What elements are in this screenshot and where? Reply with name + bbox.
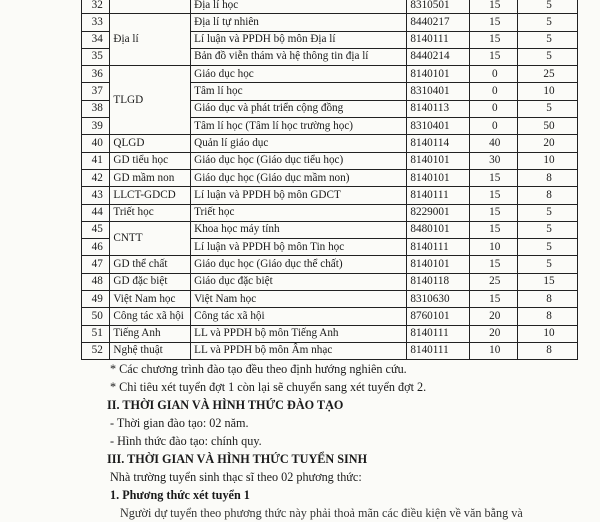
row-number: 44 xyxy=(82,204,110,221)
program-name: Giáo dục và phát triển cộng đồng xyxy=(191,100,407,117)
row-number: 41 xyxy=(82,152,110,169)
quota-2: 20 xyxy=(517,135,577,152)
quota-2: 8 xyxy=(517,342,577,359)
admission-intro: Nhà trường tuyển sinh thạc sĩ theo 02 phương thức: xyxy=(110,470,362,484)
program-code: 8140101 xyxy=(407,256,469,273)
section-3-heading: III. THỜI GIAN VÀ HÌNH THỨC TUYỂN SINH xyxy=(107,452,368,466)
program-name: Bản đồ viễn thám và hệ thông tin địa lí xyxy=(191,48,407,65)
row-number: 39 xyxy=(82,118,110,135)
quota-2: 5 xyxy=(517,31,577,48)
row-number: 49 xyxy=(82,291,110,308)
table-row xyxy=(82,325,578,342)
row-number: 43 xyxy=(82,187,110,204)
quota-1: 10 xyxy=(469,239,517,256)
row-number: 40 xyxy=(82,135,110,152)
program-code: 8140111 xyxy=(407,187,469,204)
table-row xyxy=(82,187,578,204)
program-code: 8229001 xyxy=(407,204,469,221)
quota-1: 10 xyxy=(469,342,517,359)
notes-section xyxy=(107,360,590,522)
program-code: 8140111 xyxy=(407,239,469,256)
program-name: Giáo dục học (Giáo dục thể chất) xyxy=(191,256,407,273)
row-number: 33 xyxy=(82,14,110,31)
table-row xyxy=(82,0,578,14)
table-row xyxy=(82,308,578,325)
row-number: 36 xyxy=(82,66,110,83)
group-cell: TLGD xyxy=(110,66,191,135)
program-code: 8440217 xyxy=(407,14,469,31)
program-name: Việt Nam học xyxy=(191,291,407,308)
row-number: 52 xyxy=(82,342,110,359)
program-code: 8310401 xyxy=(407,83,469,100)
program-name: Giáo dục đặc biệt xyxy=(191,273,407,290)
quota-2: 5 xyxy=(517,256,577,273)
program-code: 8140113 xyxy=(407,100,469,117)
quota-1: 20 xyxy=(469,325,517,342)
table-row xyxy=(82,204,578,221)
group-cell: CNTT xyxy=(110,221,191,256)
program-name: LL và PPDH bộ môn Âm nhạc xyxy=(191,342,407,359)
group-cell: Địa lí xyxy=(110,14,191,66)
quota-2: 5 xyxy=(517,221,577,238)
group-cell: Công tác xã hội xyxy=(110,308,191,325)
program-name: Giáo dục học (Giáo dục tiểu học) xyxy=(191,152,407,169)
table-row xyxy=(82,66,578,83)
row-number: 47 xyxy=(82,256,110,273)
program-name: Triết học xyxy=(191,204,407,221)
quota-1: 0 xyxy=(469,66,517,83)
quota-2: 25 xyxy=(517,66,577,83)
group-cell: Triết học xyxy=(110,204,191,221)
table-row xyxy=(82,342,578,359)
program-name: Giáo dục học (Giáo dục mầm non) xyxy=(191,169,407,186)
program-code: 8140101 xyxy=(407,66,469,83)
section-2-heading: II. THỜI GIAN VÀ HÌNH THỨC ĐÀO TẠO xyxy=(107,398,344,412)
quota-2: 8 xyxy=(517,187,577,204)
table-row xyxy=(82,221,578,238)
quota-1: 15 xyxy=(469,204,517,221)
note-research-orientation: * Các chương trình đào tạo đều theo định hướng nghiên cứu. xyxy=(110,362,407,376)
quota-1: 15 xyxy=(469,169,517,186)
quota-1: 15 xyxy=(469,187,517,204)
quota-1: 0 xyxy=(469,83,517,100)
quota-2: 8 xyxy=(517,308,577,325)
program-name: Giáo dục học xyxy=(191,66,407,83)
group-cell: Tiếng Anh xyxy=(110,325,191,342)
group-cell: GD mầm non xyxy=(110,169,191,186)
program-name: Lí luận và PPDH bộ môn Tin học xyxy=(191,239,407,256)
program-code: 8480101 xyxy=(407,221,469,238)
program-name: Địa lí học xyxy=(191,0,407,14)
table-row xyxy=(82,291,578,308)
row-number: 35 xyxy=(82,48,110,65)
quota-2: 5 xyxy=(517,239,577,256)
quota-1: 0 xyxy=(469,118,517,135)
quota-2: 5 xyxy=(517,100,577,117)
quota-2: 5 xyxy=(517,0,577,14)
quota-2: 5 xyxy=(517,204,577,221)
table-row xyxy=(82,135,578,152)
program-code: 8140111 xyxy=(407,31,469,48)
program-code: 8140101 xyxy=(407,169,469,186)
quota-2: 8 xyxy=(517,169,577,186)
quota-2: 50 xyxy=(517,118,577,135)
row-number: 38 xyxy=(82,100,110,117)
row-number: 42 xyxy=(82,169,110,186)
quota-2: 10 xyxy=(517,152,577,169)
quota-1: 15 xyxy=(469,221,517,238)
quota-2: 15 xyxy=(517,273,577,290)
quota-1: 15 xyxy=(469,0,517,14)
note-quota-transfer: * Chỉ tiêu xét tuyển đợt 1 còn lại sẽ chuyển sang xét tuyển đợt 2. xyxy=(110,380,427,394)
quota-2: 5 xyxy=(517,48,577,65)
program-code: 8310630 xyxy=(407,291,469,308)
quota-1: 0 xyxy=(469,100,517,117)
row-number: 51 xyxy=(82,325,110,342)
table-row xyxy=(82,152,578,169)
quota-2: 5 xyxy=(517,14,577,31)
quota-1: 15 xyxy=(469,14,517,31)
program-code: 8760101 xyxy=(407,308,469,325)
table-row xyxy=(82,14,578,31)
program-code: 8310401 xyxy=(407,118,469,135)
table-row xyxy=(82,169,578,186)
quota-2: 10 xyxy=(517,83,577,100)
training-duration: - Thời gian đào tạo: 02 năm. xyxy=(110,416,249,430)
quota-1: 30 xyxy=(469,152,517,169)
quota-1: 20 xyxy=(469,308,517,325)
row-number: 50 xyxy=(82,308,110,325)
group-cell: QLGD xyxy=(110,135,191,152)
group-cell: GD thể chất xyxy=(110,256,191,273)
quota-1: 15 xyxy=(469,256,517,273)
program-code: 8140114 xyxy=(407,135,469,152)
program-name: Lí luận và PPDH bộ môn Địa lí xyxy=(191,31,407,48)
program-name: Lí luận và PPDH bộ môn GDCT xyxy=(191,187,407,204)
program-code: 8140111 xyxy=(407,325,469,342)
method-1-text: Người dự tuyển theo phương thức này phải thoả mãn các điều kiện về văn bằng và xyxy=(120,506,523,520)
row-number: 45 xyxy=(82,221,110,238)
quota-1: 15 xyxy=(469,48,517,65)
group-cell: GD đặc biệt xyxy=(110,273,191,290)
program-code: 8310501 xyxy=(407,0,469,14)
program-code: 8440214 xyxy=(407,48,469,65)
row-number: 32 xyxy=(82,0,110,14)
programs-table xyxy=(81,0,578,360)
row-number: 46 xyxy=(82,239,110,256)
program-name: LL và PPDH bộ môn Tiếng Anh xyxy=(191,325,407,342)
program-code: 8140111 xyxy=(407,342,469,359)
row-number: 37 xyxy=(82,83,110,100)
program-name: Tâm lí học xyxy=(191,83,407,100)
group-cell: Việt Nam học xyxy=(110,291,191,308)
quota-1: 15 xyxy=(469,291,517,308)
row-number: 48 xyxy=(82,273,110,290)
row-number: 34 xyxy=(82,31,110,48)
group-cell: Nghệ thuật xyxy=(110,342,191,359)
program-name: Công tác xã hội xyxy=(191,308,407,325)
program-code: 8140101 xyxy=(407,152,469,169)
quota-2: 8 xyxy=(517,291,577,308)
group-cell: LLCT-GDCD xyxy=(110,187,191,204)
program-name: Quản lí giáo dục xyxy=(191,135,407,152)
group-cell xyxy=(110,0,191,14)
group-cell: GD tiểu học xyxy=(110,152,191,169)
program-name: Tâm lí học (Tâm lí học trường học) xyxy=(191,118,407,135)
training-mode: - Hình thức đào tạo: chính quy. xyxy=(110,434,262,448)
quota-2: 10 xyxy=(517,325,577,342)
quota-1: 40 xyxy=(469,135,517,152)
table-row xyxy=(82,273,578,290)
quota-1: 25 xyxy=(469,273,517,290)
quota-1: 15 xyxy=(469,31,517,48)
table-row xyxy=(82,256,578,273)
program-name: Khoa học máy tính xyxy=(191,221,407,238)
program-code: 8140118 xyxy=(407,273,469,290)
method-1-heading: 1. Phương thức xét tuyển 1 xyxy=(110,488,250,502)
program-name: Địa lí tự nhiên xyxy=(191,14,407,31)
